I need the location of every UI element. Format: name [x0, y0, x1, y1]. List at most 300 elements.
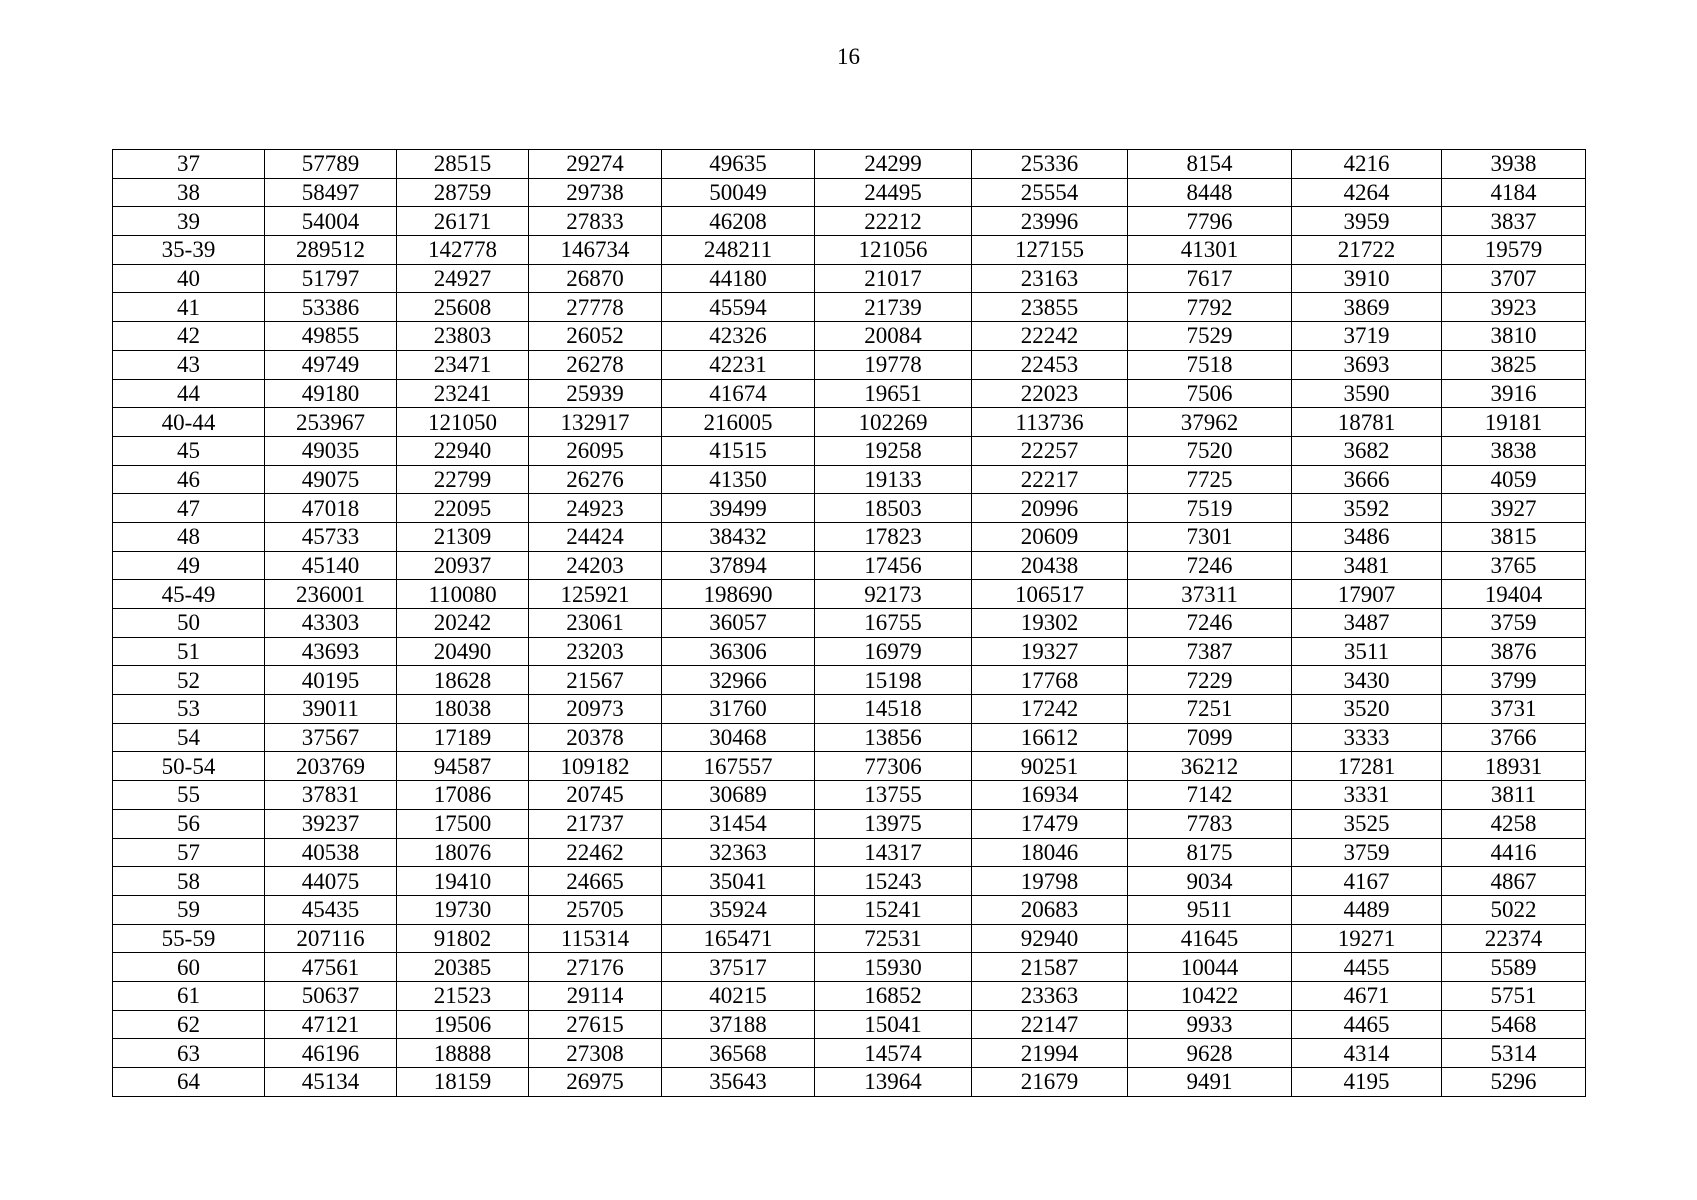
value-cell: 109182	[529, 752, 662, 781]
table-row	[113, 752, 1586, 781]
value-cell: 22462	[529, 838, 662, 867]
table-row	[113, 924, 1586, 953]
table-row	[113, 1068, 1586, 1097]
value-cell: 5468	[1442, 1010, 1586, 1039]
value-cell: 9628	[1128, 1039, 1292, 1068]
value-cell: 22095	[397, 494, 529, 523]
value-cell: 37188	[662, 1010, 815, 1039]
value-cell: 13975	[815, 809, 972, 838]
value-cell: 253967	[265, 408, 397, 437]
value-cell: 7251	[1128, 695, 1292, 724]
value-cell: 19579	[1442, 236, 1586, 265]
value-cell: 22257	[972, 436, 1128, 465]
age-cell: 40-44	[113, 408, 265, 437]
value-cell: 7796	[1128, 207, 1292, 236]
value-cell: 41645	[1128, 924, 1292, 953]
value-cell: 45594	[662, 293, 815, 322]
age-cell: 41	[113, 293, 265, 322]
value-cell: 9511	[1128, 895, 1292, 924]
table-row	[113, 207, 1586, 236]
value-cell: 25554	[972, 178, 1128, 207]
value-cell: 18159	[397, 1068, 529, 1097]
age-cell: 40	[113, 264, 265, 293]
value-cell: 51797	[265, 264, 397, 293]
value-cell: 21017	[815, 264, 972, 293]
value-cell: 7617	[1128, 264, 1292, 293]
table-row	[113, 695, 1586, 724]
value-cell: 26052	[529, 322, 662, 351]
table-row	[113, 494, 1586, 523]
value-cell: 18076	[397, 838, 529, 867]
value-cell: 30468	[662, 723, 815, 752]
value-cell: 3511	[1292, 637, 1442, 666]
value-cell: 3799	[1442, 666, 1586, 695]
value-cell: 23163	[972, 264, 1128, 293]
value-cell: 24927	[397, 264, 529, 293]
value-cell: 20438	[972, 551, 1128, 580]
value-cell: 4167	[1292, 867, 1442, 896]
value-cell: 7506	[1128, 379, 1292, 408]
value-cell: 198690	[662, 580, 815, 609]
value-cell: 45733	[265, 522, 397, 551]
value-cell: 3959	[1292, 207, 1442, 236]
value-cell: 27176	[529, 953, 662, 982]
value-cell: 121056	[815, 236, 972, 265]
value-cell: 3520	[1292, 695, 1442, 724]
value-cell: 17281	[1292, 752, 1442, 781]
value-cell: 15041	[815, 1010, 972, 1039]
value-cell: 20385	[397, 953, 529, 982]
value-cell: 3719	[1292, 322, 1442, 351]
value-cell: 22940	[397, 436, 529, 465]
table-row	[113, 322, 1586, 351]
value-cell: 165471	[662, 924, 815, 953]
value-cell: 18628	[397, 666, 529, 695]
value-cell: 21722	[1292, 236, 1442, 265]
value-cell: 17456	[815, 551, 972, 580]
age-cell: 47	[113, 494, 265, 523]
value-cell: 9933	[1128, 1010, 1292, 1039]
value-cell: 5296	[1442, 1068, 1586, 1097]
value-cell: 16755	[815, 609, 972, 638]
value-cell: 3927	[1442, 494, 1586, 523]
value-cell: 23803	[397, 322, 529, 351]
value-cell: 25705	[529, 895, 662, 924]
table-row	[113, 178, 1586, 207]
table-row	[113, 781, 1586, 810]
value-cell: 21309	[397, 522, 529, 551]
value-cell: 24665	[529, 867, 662, 896]
table-body	[113, 150, 1586, 1097]
value-cell: 17242	[972, 695, 1128, 724]
value-cell: 39011	[265, 695, 397, 724]
value-cell: 22147	[972, 1010, 1128, 1039]
value-cell: 19404	[1442, 580, 1586, 609]
value-cell: 16934	[972, 781, 1128, 810]
value-cell: 102269	[815, 408, 972, 437]
value-cell: 23363	[972, 981, 1128, 1010]
age-cell: 53	[113, 695, 265, 724]
age-cell: 48	[113, 522, 265, 551]
value-cell: 132917	[529, 408, 662, 437]
value-cell: 36306	[662, 637, 815, 666]
value-cell: 92173	[815, 580, 972, 609]
age-cell: 54	[113, 723, 265, 752]
value-cell: 3910	[1292, 264, 1442, 293]
age-cell: 42	[113, 322, 265, 351]
value-cell: 54004	[265, 207, 397, 236]
value-cell: 43693	[265, 637, 397, 666]
value-cell: 49635	[662, 150, 815, 179]
population-table	[112, 149, 1586, 1097]
value-cell: 113736	[972, 408, 1128, 437]
value-cell: 5314	[1442, 1039, 1586, 1068]
value-cell: 32966	[662, 666, 815, 695]
value-cell: 23855	[972, 293, 1128, 322]
value-cell: 17907	[1292, 580, 1442, 609]
value-cell: 49075	[265, 465, 397, 494]
value-cell: 36212	[1128, 752, 1292, 781]
value-cell: 5022	[1442, 895, 1586, 924]
value-cell: 14574	[815, 1039, 972, 1068]
value-cell: 17823	[815, 522, 972, 551]
value-cell: 19271	[1292, 924, 1442, 953]
value-cell: 22374	[1442, 924, 1586, 953]
value-cell: 22217	[972, 465, 1128, 494]
value-cell: 5589	[1442, 953, 1586, 982]
age-cell: 59	[113, 895, 265, 924]
value-cell: 3811	[1442, 781, 1586, 810]
value-cell: 3916	[1442, 379, 1586, 408]
value-cell: 18038	[397, 695, 529, 724]
value-cell: 26975	[529, 1068, 662, 1097]
value-cell: 7520	[1128, 436, 1292, 465]
table-row	[113, 465, 1586, 494]
value-cell: 23471	[397, 350, 529, 379]
value-cell: 10422	[1128, 981, 1292, 1010]
value-cell: 7387	[1128, 637, 1292, 666]
value-cell: 18888	[397, 1039, 529, 1068]
table-row	[113, 551, 1586, 580]
age-cell: 44	[113, 379, 265, 408]
value-cell: 17189	[397, 723, 529, 752]
value-cell: 24424	[529, 522, 662, 551]
value-cell: 20996	[972, 494, 1128, 523]
value-cell: 7099	[1128, 723, 1292, 752]
table-row	[113, 895, 1586, 924]
table-row	[113, 666, 1586, 695]
age-cell: 38	[113, 178, 265, 207]
value-cell: 37831	[265, 781, 397, 810]
age-cell: 57	[113, 838, 265, 867]
value-cell: 92940	[972, 924, 1128, 953]
value-cell: 37894	[662, 551, 815, 580]
value-cell: 40195	[265, 666, 397, 695]
value-cell: 142778	[397, 236, 529, 265]
age-cell: 51	[113, 637, 265, 666]
value-cell: 7725	[1128, 465, 1292, 494]
table-row	[113, 580, 1586, 609]
age-cell: 63	[113, 1039, 265, 1068]
value-cell: 47121	[265, 1010, 397, 1039]
value-cell: 8175	[1128, 838, 1292, 867]
value-cell: 39499	[662, 494, 815, 523]
value-cell: 3810	[1442, 322, 1586, 351]
value-cell: 16979	[815, 637, 972, 666]
value-cell: 25608	[397, 293, 529, 322]
value-cell: 4671	[1292, 981, 1442, 1010]
value-cell: 3430	[1292, 666, 1442, 695]
value-cell: 7792	[1128, 293, 1292, 322]
value-cell: 19778	[815, 350, 972, 379]
value-cell: 8448	[1128, 178, 1292, 207]
value-cell: 72531	[815, 924, 972, 953]
value-cell: 27615	[529, 1010, 662, 1039]
value-cell: 4314	[1292, 1039, 1442, 1068]
value-cell: 3486	[1292, 522, 1442, 551]
table-row	[113, 981, 1586, 1010]
value-cell: 7518	[1128, 350, 1292, 379]
table-row	[113, 867, 1586, 896]
value-cell: 8154	[1128, 150, 1292, 179]
value-cell: 27833	[529, 207, 662, 236]
value-cell: 53386	[265, 293, 397, 322]
value-cell: 35924	[662, 895, 815, 924]
value-cell: 24923	[529, 494, 662, 523]
value-cell: 49180	[265, 379, 397, 408]
table-row	[113, 350, 1586, 379]
value-cell: 146734	[529, 236, 662, 265]
value-cell: 45140	[265, 551, 397, 580]
value-cell: 37962	[1128, 408, 1292, 437]
value-cell: 3331	[1292, 781, 1442, 810]
value-cell: 4867	[1442, 867, 1586, 896]
value-cell: 19506	[397, 1010, 529, 1039]
value-cell: 25939	[529, 379, 662, 408]
age-cell: 39	[113, 207, 265, 236]
value-cell: 236001	[265, 580, 397, 609]
value-cell: 3731	[1442, 695, 1586, 724]
table-row	[113, 723, 1586, 752]
value-cell: 49035	[265, 436, 397, 465]
value-cell: 25336	[972, 150, 1128, 179]
value-cell: 36568	[662, 1039, 815, 1068]
value-cell: 4184	[1442, 178, 1586, 207]
value-cell: 20378	[529, 723, 662, 752]
value-cell: 7783	[1128, 809, 1292, 838]
value-cell: 17479	[972, 809, 1128, 838]
value-cell: 3869	[1292, 293, 1442, 322]
value-cell: 45435	[265, 895, 397, 924]
table-row	[113, 436, 1586, 465]
table-row	[113, 609, 1586, 638]
value-cell: 31454	[662, 809, 815, 838]
age-cell: 62	[113, 1010, 265, 1039]
value-cell: 21567	[529, 666, 662, 695]
value-cell: 3837	[1442, 207, 1586, 236]
value-cell: 18046	[972, 838, 1128, 867]
value-cell: 4258	[1442, 809, 1586, 838]
value-cell: 20683	[972, 895, 1128, 924]
value-cell: 26278	[529, 350, 662, 379]
value-cell: 19730	[397, 895, 529, 924]
value-cell: 57789	[265, 150, 397, 179]
value-cell: 22799	[397, 465, 529, 494]
value-cell: 20937	[397, 551, 529, 580]
value-cell: 28759	[397, 178, 529, 207]
value-cell: 15198	[815, 666, 972, 695]
value-cell: 47018	[265, 494, 397, 523]
value-cell: 3481	[1292, 551, 1442, 580]
value-cell: 46196	[265, 1039, 397, 1068]
value-cell: 23241	[397, 379, 529, 408]
value-cell: 29738	[529, 178, 662, 207]
value-cell: 20490	[397, 637, 529, 666]
value-cell: 15243	[815, 867, 972, 896]
value-cell: 90251	[972, 752, 1128, 781]
value-cell: 19181	[1442, 408, 1586, 437]
value-cell: 35643	[662, 1068, 815, 1097]
value-cell: 29114	[529, 981, 662, 1010]
value-cell: 21739	[815, 293, 972, 322]
value-cell: 38432	[662, 522, 815, 551]
value-cell: 41301	[1128, 236, 1292, 265]
table-row	[113, 379, 1586, 408]
value-cell: 21679	[972, 1068, 1128, 1097]
value-cell: 18931	[1442, 752, 1586, 781]
value-cell: 41674	[662, 379, 815, 408]
table-row	[113, 236, 1586, 265]
value-cell: 7246	[1128, 609, 1292, 638]
value-cell: 20745	[529, 781, 662, 810]
value-cell: 58497	[265, 178, 397, 207]
value-cell: 203769	[265, 752, 397, 781]
value-cell: 21587	[972, 953, 1128, 982]
value-cell: 43303	[265, 609, 397, 638]
value-cell: 45134	[265, 1068, 397, 1097]
value-cell: 17500	[397, 809, 529, 838]
table-row	[113, 150, 1586, 179]
table-row	[113, 809, 1586, 838]
value-cell: 40538	[265, 838, 397, 867]
age-cell: 50-54	[113, 752, 265, 781]
value-cell: 13755	[815, 781, 972, 810]
value-cell: 26276	[529, 465, 662, 494]
value-cell: 49855	[265, 322, 397, 351]
value-cell: 94587	[397, 752, 529, 781]
value-cell: 20973	[529, 695, 662, 724]
value-cell: 10044	[1128, 953, 1292, 982]
age-cell: 58	[113, 867, 265, 896]
value-cell: 26171	[397, 207, 529, 236]
value-cell: 27778	[529, 293, 662, 322]
value-cell: 32363	[662, 838, 815, 867]
value-cell: 35041	[662, 867, 815, 896]
value-cell: 50637	[265, 981, 397, 1010]
value-cell: 14317	[815, 838, 972, 867]
value-cell: 22453	[972, 350, 1128, 379]
age-cell: 37	[113, 150, 265, 179]
value-cell: 16612	[972, 723, 1128, 752]
value-cell: 24299	[815, 150, 972, 179]
table-row	[113, 637, 1586, 666]
value-cell: 19302	[972, 609, 1128, 638]
value-cell: 19258	[815, 436, 972, 465]
page-number: 16	[837, 44, 860, 69]
age-cell: 60	[113, 953, 265, 982]
value-cell: 26095	[529, 436, 662, 465]
value-cell: 17086	[397, 781, 529, 810]
age-cell: 61	[113, 981, 265, 1010]
table-row	[113, 838, 1586, 867]
value-cell: 121050	[397, 408, 529, 437]
table-row	[113, 1010, 1586, 1039]
value-cell: 7519	[1128, 494, 1292, 523]
value-cell: 21994	[972, 1039, 1128, 1068]
value-cell: 3938	[1442, 150, 1586, 179]
value-cell: 13964	[815, 1068, 972, 1097]
value-cell: 91802	[397, 924, 529, 953]
value-cell: 21737	[529, 809, 662, 838]
value-cell: 125921	[529, 580, 662, 609]
value-cell: 17768	[972, 666, 1128, 695]
value-cell: 115314	[529, 924, 662, 953]
value-cell: 207116	[265, 924, 397, 953]
value-cell: 3876	[1442, 637, 1586, 666]
value-cell: 40215	[662, 981, 815, 1010]
value-cell: 248211	[662, 236, 815, 265]
value-cell: 4465	[1292, 1010, 1442, 1039]
value-cell: 46208	[662, 207, 815, 236]
age-cell: 55-59	[113, 924, 265, 953]
value-cell: 167557	[662, 752, 815, 781]
value-cell: 3590	[1292, 379, 1442, 408]
table-row	[113, 408, 1586, 437]
table-row	[113, 264, 1586, 293]
age-cell: 64	[113, 1068, 265, 1097]
value-cell: 9491	[1128, 1068, 1292, 1097]
value-cell: 19133	[815, 465, 972, 494]
value-cell: 42231	[662, 350, 815, 379]
age-cell: 46	[113, 465, 265, 494]
table-row	[113, 522, 1586, 551]
value-cell: 15241	[815, 895, 972, 924]
age-cell: 35-39	[113, 236, 265, 265]
value-cell: 4264	[1292, 178, 1442, 207]
value-cell: 3682	[1292, 436, 1442, 465]
value-cell: 44075	[265, 867, 397, 896]
value-cell: 19327	[972, 637, 1128, 666]
value-cell: 3766	[1442, 723, 1586, 752]
value-cell: 15930	[815, 953, 972, 982]
value-cell: 36057	[662, 609, 815, 638]
value-cell: 47561	[265, 953, 397, 982]
age-cell: 43	[113, 350, 265, 379]
value-cell: 19410	[397, 867, 529, 896]
value-cell: 106517	[972, 580, 1128, 609]
value-cell: 289512	[265, 236, 397, 265]
age-cell: 45-49	[113, 580, 265, 609]
value-cell: 50049	[662, 178, 815, 207]
value-cell: 22023	[972, 379, 1128, 408]
value-cell: 77306	[815, 752, 972, 781]
value-cell: 23996	[972, 207, 1128, 236]
value-cell: 4416	[1442, 838, 1586, 867]
value-cell: 3525	[1292, 809, 1442, 838]
value-cell: 3487	[1292, 609, 1442, 638]
value-cell: 18503	[815, 494, 972, 523]
value-cell: 13856	[815, 723, 972, 752]
